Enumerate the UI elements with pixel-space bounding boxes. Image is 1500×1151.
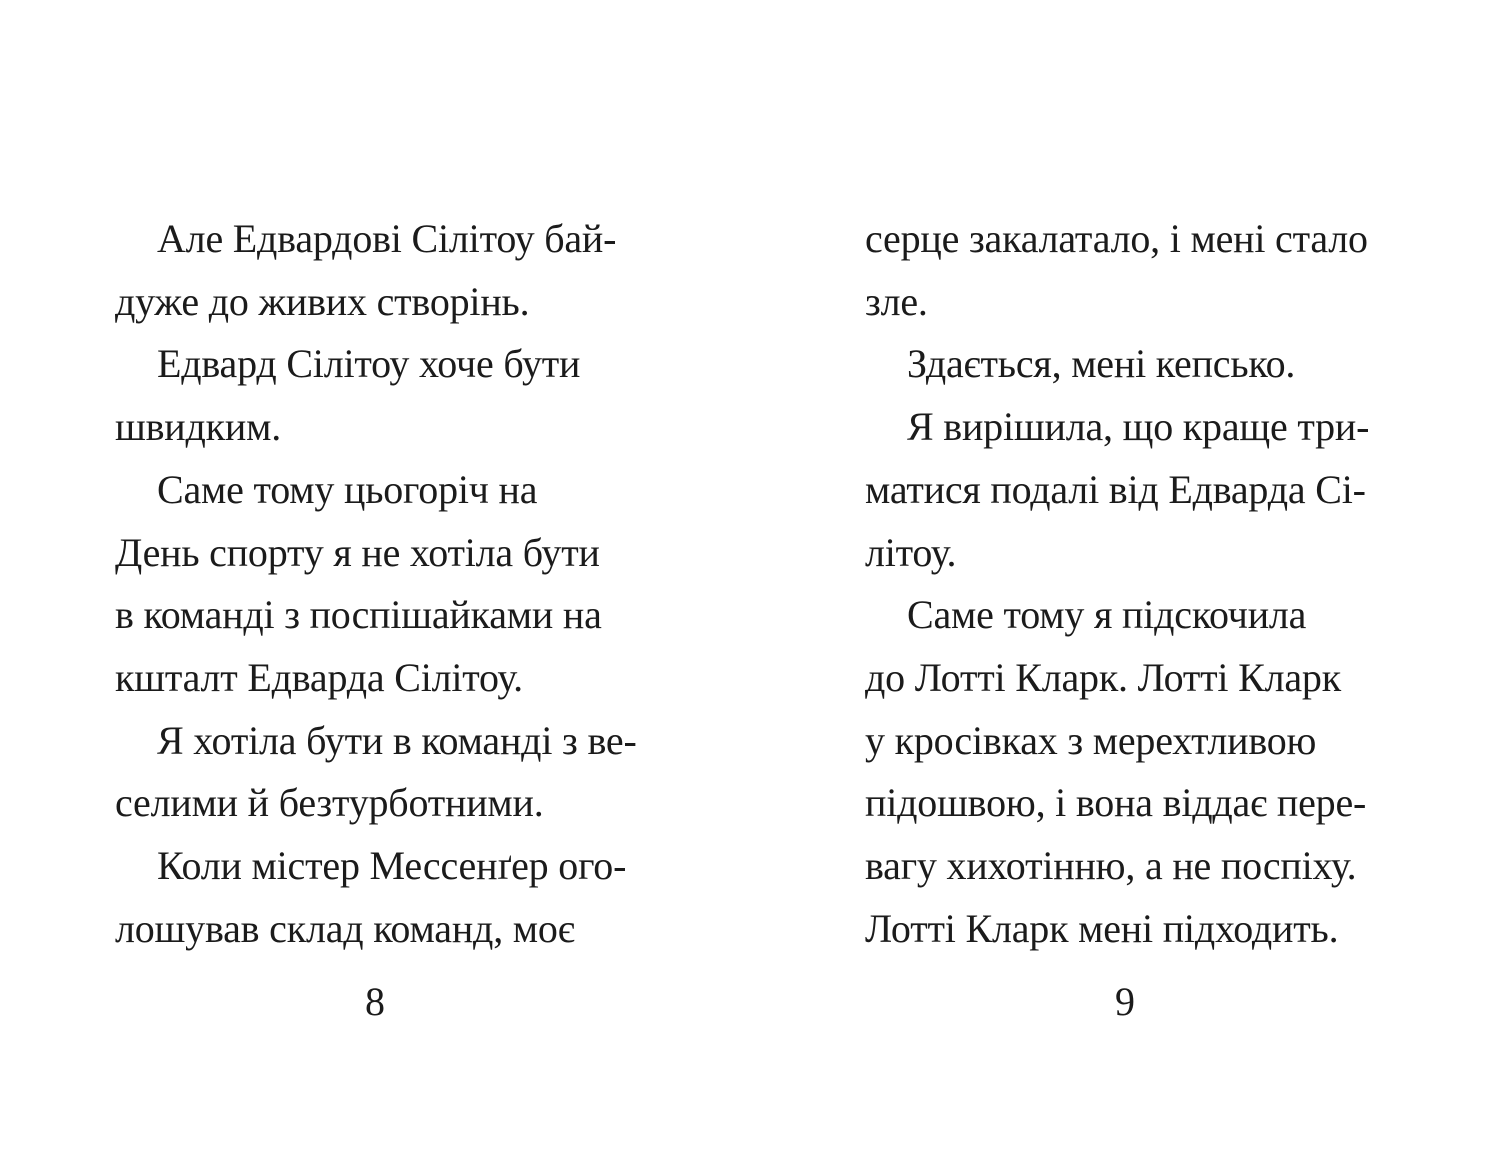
- text-line: матися подалі від Едварда Сі-: [865, 466, 1366, 512]
- text-line: літоу.: [865, 529, 957, 575]
- text-line: серце закалатало, і мені стало: [865, 216, 1368, 261]
- text-line: у кросівках з мерехтливою: [865, 717, 1317, 763]
- text-line: в команді з поспішайками на: [115, 592, 602, 638]
- page-number: 9: [1115, 979, 1135, 1024]
- text-line: Але Едвардові Сілітоу бай-: [157, 216, 617, 261]
- text-line: селими й безтурботними.: [115, 780, 544, 826]
- text-line: День спорту я не хотіла бути: [115, 529, 600, 575]
- right-page: [750, 0, 1500, 1151]
- text-line: підошвою, і вона віддає пере-: [865, 780, 1367, 826]
- text-line: Саме тому цьогоріч на: [157, 466, 538, 512]
- text-line: Коли містер Мессенґер ого-: [157, 843, 627, 889]
- text-line: Я хотіла бути в команді з ве-: [157, 717, 637, 763]
- text-line: Здається, мені кепсько.: [907, 341, 1296, 387]
- text-line: Я вирішила, що краще три-: [907, 404, 1370, 450]
- text-line: швидким.: [115, 404, 281, 450]
- text-line: вагу хихотінню, а не поспіху.: [865, 843, 1357, 889]
- text-line: зле.: [865, 278, 928, 324]
- text-line: до Лотті Кларк. Лотті Кларк: [865, 654, 1341, 700]
- right-page-text: [865, 208, 1465, 960]
- text-line: Лотті Кларк мені підходить.: [865, 905, 1339, 951]
- text-line: кшталт Едварда Сілітоу.: [115, 654, 523, 700]
- left-page-text: [115, 208, 715, 960]
- text-line: лошував склад команд, моє: [115, 905, 575, 951]
- page-number: 8: [365, 979, 385, 1024]
- text-line: Едвард Сілітоу хоче бути: [157, 341, 581, 387]
- text-line: Саме тому я підскочила: [907, 592, 1307, 638]
- text-line: дуже до живих створінь.: [115, 278, 530, 324]
